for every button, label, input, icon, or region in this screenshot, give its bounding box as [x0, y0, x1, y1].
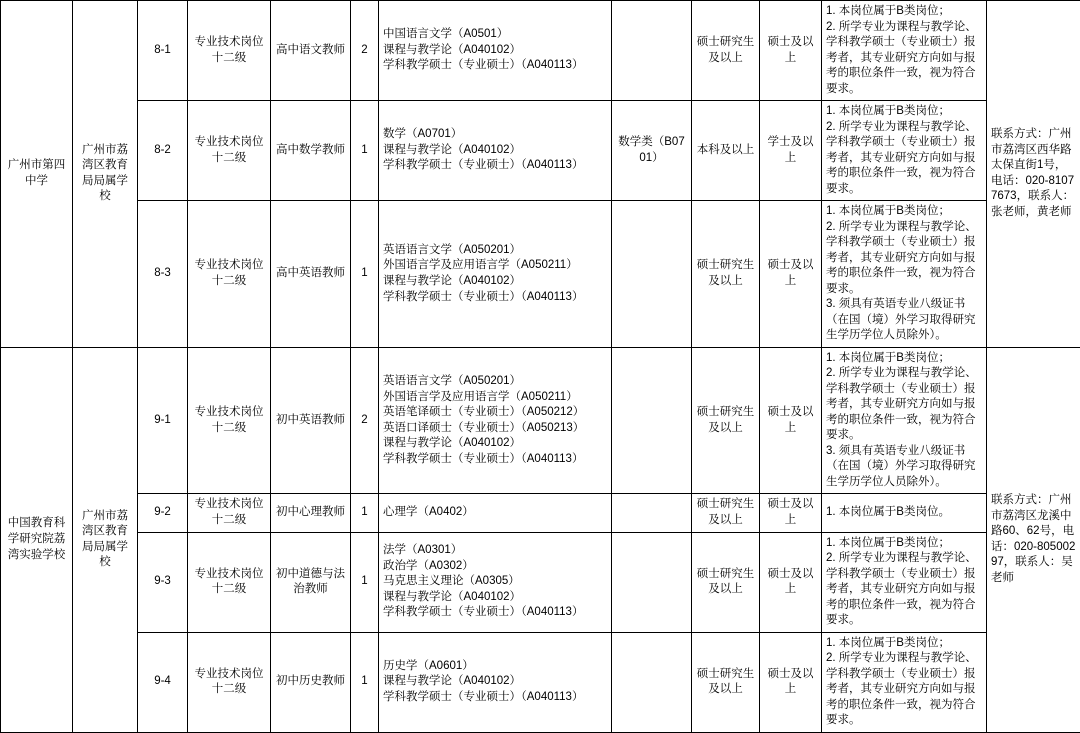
- cell-major-requirement: 英语语言文学（A050201） 外国语言学及应用语言学（A050211） 英语笔译硕士（专业硕士）（A050212） 英语口译硕士（专业硕士）（A050213） 课程与教学论（A040102） 学科教学硕士（专业硕士）（A040113）: [379, 347, 612, 494]
- cell-major-category: 数学类（B0701）: [612, 101, 692, 201]
- cell-degree-requirement: 硕士及以上: [760, 632, 822, 732]
- cell-major-requirement: 数学（A0701） 课程与教学论（A040102） 学科教学硕士（专业硕士）（A040113）: [379, 101, 612, 201]
- cell-headcount: 1: [351, 532, 379, 632]
- cell-major-requirement: 心理学（A0402）: [379, 494, 612, 532]
- cell-education-requirement: 硕士研究生及以上: [692, 347, 760, 494]
- cell-post-code: 8-3: [138, 201, 188, 348]
- cell-post-level: 专业技术岗位十二级: [188, 532, 271, 632]
- cell-headcount: 1: [351, 101, 379, 201]
- cell-headcount: 2: [351, 347, 379, 494]
- cell-major-category: [612, 1, 692, 101]
- cell-degree-requirement: 硕士及以上: [760, 347, 822, 494]
- cell-post-name: 高中英语教师: [271, 201, 351, 348]
- cell-unit: 中国教育科学研究院荔湾实验学校: [1, 347, 73, 732]
- cell-post-name: 高中语文教师: [271, 1, 351, 101]
- cell-post-name: 初中历史教师: [271, 632, 351, 732]
- cell-other-conditions: 1. 本岗位属于B类岗位； 2. 所学专业为课程与教学论、学科教学硕士（专业硕士）报考者，其专业研究方向如与报考的职位条件一致，视为符合要求。 3. 须具有英语专业八级证书（在国（境）外学习取得研究生学历学位人员除外）。: [822, 347, 987, 494]
- cell-post-name: 初中道德与法治教师: [271, 532, 351, 632]
- cell-other-conditions: 1. 本岗位属于B类岗位； 2. 所学专业为课程与教学论、学科教学硕士（专业硕士）报考者，其专业研究方向如与报考的职位条件一致，视为符合要求。: [822, 1, 987, 101]
- cell-other-conditions: 1. 本岗位属于B类岗位； 2. 所学专业为课程与教学论、学科教学硕士（专业硕士）报考者，其专业研究方向如与报考的职位条件一致，视为符合要求。: [822, 632, 987, 732]
- cell-education-requirement: 硕士研究生及以上: [692, 201, 760, 348]
- cell-education-requirement: 本科及以上: [692, 101, 760, 201]
- cell-education-requirement: 硕士研究生及以上: [692, 632, 760, 732]
- cell-major-category: [612, 632, 692, 732]
- cell-post-level: 专业技术岗位十二级: [188, 1, 271, 101]
- cell-education-requirement: 硕士研究生及以上: [692, 532, 760, 632]
- cell-degree-requirement: 学士及以上: [760, 101, 822, 201]
- cell-education-requirement: 硕士研究生及以上: [692, 1, 760, 101]
- table-body: [1, 1, 1080, 733]
- cell-major-category: [612, 494, 692, 532]
- cell-major-category: [612, 201, 692, 348]
- cell-major-category: [612, 347, 692, 494]
- cell-headcount: 1: [351, 201, 379, 348]
- cell-post-name: 初中心理教师: [271, 494, 351, 532]
- table-row: [1, 201, 1080, 348]
- cell-post-code: 9-3: [138, 532, 188, 632]
- cell-degree-requirement: 硕士及以上: [760, 1, 822, 101]
- cell-degree-requirement: 硕士及以上: [760, 494, 822, 532]
- cell-major-requirement: 英语语言文学（A050201） 外国语言学及应用语言学（A050211） 课程与教学论（A040102） 学科教学硕士（专业硕士）（A040113）: [379, 201, 612, 348]
- cell-headcount: 1: [351, 632, 379, 732]
- table-row: [1, 494, 1080, 532]
- cell-post-level: 专业技术岗位十二级: [188, 347, 271, 494]
- table-row: [1, 532, 1080, 632]
- cell-other-conditions: 1. 本岗位属于B类岗位； 2. 所学专业为课程与教学论、学科教学硕士（专业硕士）报考者，其专业研究方向如与报考的职位条件一致，视为符合要求。 3. 须具有英语专业八级证书（在国（境）外学习取得研究生学历学位人员除外）。: [822, 201, 987, 348]
- cell-unit: 广州市第四中学: [1, 1, 73, 348]
- table-row: [1, 101, 1080, 201]
- cell-other-conditions: 1. 本岗位属于B类岗位； 2. 所学专业为课程与教学论、学科教学硕士（专业硕士）报考者，其专业研究方向如与报考的职位条件一致，视为符合要求。: [822, 101, 987, 201]
- cell-post-level: 专业技术岗位十二级: [188, 101, 271, 201]
- cell-education-requirement: 硕士研究生及以上: [692, 494, 760, 532]
- cell-department: 广州市荔湾区教育局局属学校: [73, 1, 138, 348]
- cell-post-code: 9-2: [138, 494, 188, 532]
- cell-post-level: 专业技术岗位十二级: [188, 494, 271, 532]
- table-row: [1, 632, 1080, 732]
- cell-post-level: 专业技术岗位十二级: [188, 201, 271, 348]
- cell-post-level: 专业技术岗位十二级: [188, 632, 271, 732]
- cell-post-name: 高中数学教师: [271, 101, 351, 201]
- cell-degree-requirement: 硕士及以上: [760, 532, 822, 632]
- cell-headcount: 1: [351, 494, 379, 532]
- cell-major-requirement: 中国语言文学（A0501） 课程与教学论（A040102） 学科教学硕士（专业硕士）（A040113）: [379, 1, 612, 101]
- cell-other-conditions: 1. 本岗位属于B类岗位。: [822, 494, 987, 532]
- cell-post-code: 9-1: [138, 347, 188, 494]
- cell-post-code: 8-1: [138, 1, 188, 101]
- cell-contact: 联系方式：广州市荔湾区龙溪中路60、62号，电话：020-80500297，联系人：吴老师: [987, 347, 1080, 732]
- cell-department: 广州市荔湾区教育局局属学校: [73, 347, 138, 732]
- table-row: [1, 347, 1080, 494]
- cell-post-code: 8-2: [138, 101, 188, 201]
- cell-degree-requirement: 硕士及以上: [760, 201, 822, 348]
- cell-headcount: 2: [351, 1, 379, 101]
- table-row: [1, 1, 1080, 101]
- cell-post-name: 初中英语教师: [271, 347, 351, 494]
- cell-major-requirement: 历史学（A0601） 课程与教学论（A040102） 学科教学硕士（专业硕士）（A040113）: [379, 632, 612, 732]
- cell-major-category: [612, 532, 692, 632]
- cell-other-conditions: 1. 本岗位属于B类岗位； 2. 所学专业为课程与教学论、学科教学硕士（专业硕士）报考者，其专业研究方向如与报考的职位条件一致，视为符合要求。: [822, 532, 987, 632]
- cell-post-code: 9-4: [138, 632, 188, 732]
- cell-contact: 联系方式：广州市荔湾区西华路太保直街1号，电话：020-81077673，联系人：张老师，黄老师: [987, 1, 1080, 348]
- cell-major-requirement: 法学（A0301） 政治学（A0302） 马克思主义理论（A0305） 课程与教学论（A040102） 学科教学硕士（专业硕士）（A040113）: [379, 532, 612, 632]
